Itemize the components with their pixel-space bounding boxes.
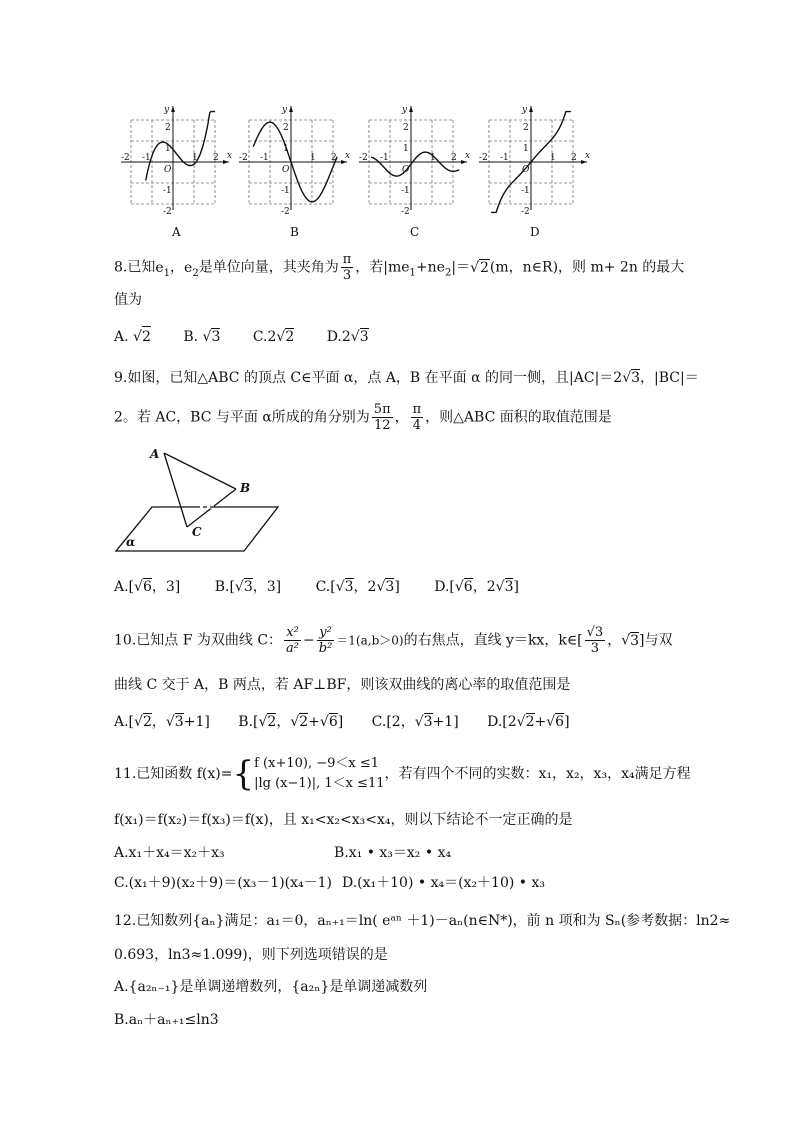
graph-options-svg — [118, 100, 598, 240]
q11-option-b[interactable]: B.x₁ • x₃＝x₂ • x₄ — [334, 845, 452, 861]
tick-y-label: 2 — [523, 123, 529, 133]
tick-x-label: 1 — [310, 153, 316, 163]
q8-option-a[interactable]: A. √2 — [114, 329, 151, 345]
tick-y-label: 1 — [403, 144, 409, 154]
q9-line2: 2。若 AC，BC 与平面 α所成的角分别为 $\frac{5\pi}{12}$ ， $\frac{\pi}{4}$ ，则△ABC 面积的取值范围是 — [114, 402, 612, 433]
q10-option-a[interactable]: A.[√2，√3+1] — [114, 714, 210, 730]
q10-options — [114, 712, 570, 732]
q8-option-b[interactable]: B. √3 — [183, 329, 221, 345]
tick-y-label: -1 — [521, 186, 530, 196]
q12-line2: 0.693，ln3≈1.099)，则下列选项错误的是 — [114, 947, 388, 963]
vector-e1: $e_1$ — [155, 259, 171, 279]
q9-option-d[interactable]: D.[√6，2√3] — [434, 579, 519, 595]
q9-option-b[interactable]: B.[√3，3] — [214, 579, 282, 595]
q11-option-d[interactable]: D.(x₁＋10) • x₄＝(x₂＋10) • x₃ — [342, 875, 545, 891]
tick-x-label: -2 — [239, 153, 248, 163]
x-axis-label: x — [345, 151, 351, 161]
vector-e2: $e_2$ — [184, 259, 199, 279]
y-arrow-icon — [289, 106, 293, 112]
graph-b — [239, 105, 350, 217]
graph-label-d[interactable]: D — [530, 225, 540, 239]
q9-angle1: $\frac{5\pi}{12}$ — [373, 402, 391, 433]
tick-x-label: -1 — [260, 153, 269, 163]
tick-x-label: 1 — [550, 153, 556, 163]
tick-y-label: 1 — [283, 144, 289, 154]
tick-y-label: 2 — [403, 123, 409, 133]
piecewise-brace: { — [232, 754, 255, 794]
fig-point-c: C — [192, 525, 202, 539]
tick-y-label: 2 — [283, 123, 289, 133]
tick-x-label: -1 — [500, 153, 509, 163]
fig-point-b: B — [240, 481, 251, 495]
graph-label-a[interactable]: A — [172, 225, 181, 239]
tick-x-label: -2 — [121, 153, 130, 163]
origin-label: O — [164, 165, 172, 175]
q11-option-c[interactable]: C.(x₁＋9)(x₂＋9)＝(x₃－1)(x₄－1) — [114, 875, 333, 891]
q8-options — [114, 326, 369, 347]
q9-option-c[interactable]: C.[√3，2√3] — [315, 579, 400, 595]
q8-angle-fraction: $\frac{\pi}{3}$ — [342, 252, 352, 283]
q10-option-d[interactable]: D.[2√2+√6] — [487, 714, 570, 730]
q8-line2: 值为 — [114, 292, 142, 308]
origin-label: O — [522, 165, 530, 175]
x-axis-label: x — [465, 151, 471, 161]
tick-y-label: 1 — [165, 144, 171, 154]
tick-y-label: -1 — [281, 186, 290, 196]
tick-x-label: 2 — [213, 153, 219, 163]
q12-option-b[interactable]: B.aₙ＋aₙ₊₁≤ln3 — [114, 1012, 219, 1028]
q10-line1: 10.已知点 F 为双曲线 C： $\frac{\text{x²}}{\text{a²}}$ − $\frac{\text{y²}}{\text{b²}}$ ＝1(a,b＞0)的右焦点，直线 y＝kx，k∈[ $\frac{√3}{3}$ ，√3]与双 — [114, 625, 673, 656]
q11-option-a[interactable]: A.x₁＋x₄＝x₂＋x₃ — [114, 845, 225, 861]
tick-x-label: 1 — [430, 153, 436, 163]
fig-point-a: A — [150, 447, 160, 461]
q12-line1: 12.已知数列{aₙ}满足：a₁＝0，aₙ₊₁＝ln( eᵃⁿ ＋1)－aₙ(n∈N*)，前 n 项和为 Sₙ(参考数据：ln2≈ — [114, 913, 731, 929]
y-arrow-icon — [529, 106, 533, 112]
q11-options-row1 — [114, 843, 451, 863]
tick-y-label: 1 — [523, 144, 529, 154]
tick-x-label: -2 — [359, 153, 368, 163]
graph-options — [118, 100, 598, 240]
tick-x-label: -2 — [479, 153, 488, 163]
y-axis-label: y — [164, 105, 170, 115]
q9-line1: 9.如图，已知△ABC 的顶点 C∈平面 α，点 A，B 在平面 α 的同一侧，且|AC|＝2√3，|BC|＝ — [114, 370, 699, 386]
y-axis-label: y — [282, 105, 288, 115]
origin-label: O — [282, 165, 290, 175]
q12-option-a[interactable]: A.{a₂ₙ₋₁}是单调递增数列，{a₂ₙ}是单调递减数列 — [114, 979, 428, 995]
graph-label-b[interactable]: B — [290, 225, 299, 239]
q8-line1: 8.已知$e_1$，$e_2$是单位向量，其夹角为 $\frac{\pi}{3}$ ，若$|me_1+ne_2|=√2(m$，n∈R)，则 m+ 2n 的最大 — [114, 252, 685, 283]
tick-y-label: -2 — [163, 207, 172, 217]
q11-line2: f(x₁)＝f(x₂)＝f(x₃)＝f(x)，且 x₁<x₂<x₃<x₄，则以下结论不一定正确的是 — [114, 812, 573, 828]
q8-option-c[interactable]: C.2√2 — [252, 329, 295, 345]
tick-x-label: 2 — [451, 153, 457, 163]
q9-option-a[interactable]: A.[√6，3] — [114, 579, 181, 595]
q10-option-b[interactable]: B.[√2，√2+√6] — [238, 714, 344, 730]
fig-plane-alpha: α — [126, 535, 136, 549]
x-axis-label: x — [585, 151, 591, 161]
tick-y-label: -1 — [163, 186, 172, 196]
tick-x-label: 1 — [192, 153, 198, 163]
y-axis-label: y — [522, 105, 528, 115]
x-axis-label: x — [227, 151, 233, 161]
y-arrow-icon — [171, 106, 175, 112]
q9-options — [114, 577, 519, 597]
q10-option-c[interactable]: C.[2，√3+1] — [371, 714, 459, 730]
tick-x-label: 2 — [331, 153, 337, 163]
tick-y-label: 2 — [165, 123, 171, 133]
tick-y-label: -2 — [401, 207, 410, 217]
tick-y-label: -1 — [401, 186, 410, 196]
tick-x-label: -1 — [142, 153, 151, 163]
piecewise-cases: f (x+10), −9＜x ≤1 |lg (x−1)|, 1＜x ≤11 — [254, 756, 385, 791]
q9-angle2: $\frac{\pi}{4}$ — [412, 402, 422, 433]
graph-c — [359, 105, 470, 217]
graph-label-c[interactable]: C — [410, 225, 420, 239]
origin-label: O — [402, 165, 410, 175]
q11-line1: 11.已知函数 f(x)= { f (x+10), −9＜x ≤1 |lg (x−1)|, 1＜x ≤11 ，若有四个不同的实数：x₁，x₂，x₃，x₄满足方程 — [114, 754, 691, 794]
y-axis-label: y — [402, 105, 408, 115]
tick-x-label: -1 — [380, 153, 389, 163]
q10-line2: 曲线 C 交于 A，B 两点，若 AF⊥BF，则该双曲线的离心率的取值范围是 — [114, 677, 571, 693]
q11-options-row2 — [114, 873, 545, 893]
q9-figure — [110, 445, 290, 555]
y-arrow-icon — [409, 106, 413, 112]
q8-option-d[interactable]: D.2√3 — [326, 329, 369, 345]
q8-sqrt: √2 — [470, 259, 489, 276]
tick-x-label: 2 — [571, 153, 577, 163]
graph-d — [479, 105, 590, 217]
graph-a — [121, 105, 232, 217]
tick-y-label: -2 — [281, 207, 290, 217]
function-curve — [146, 112, 215, 181]
tick-y-label: -2 — [521, 207, 530, 217]
